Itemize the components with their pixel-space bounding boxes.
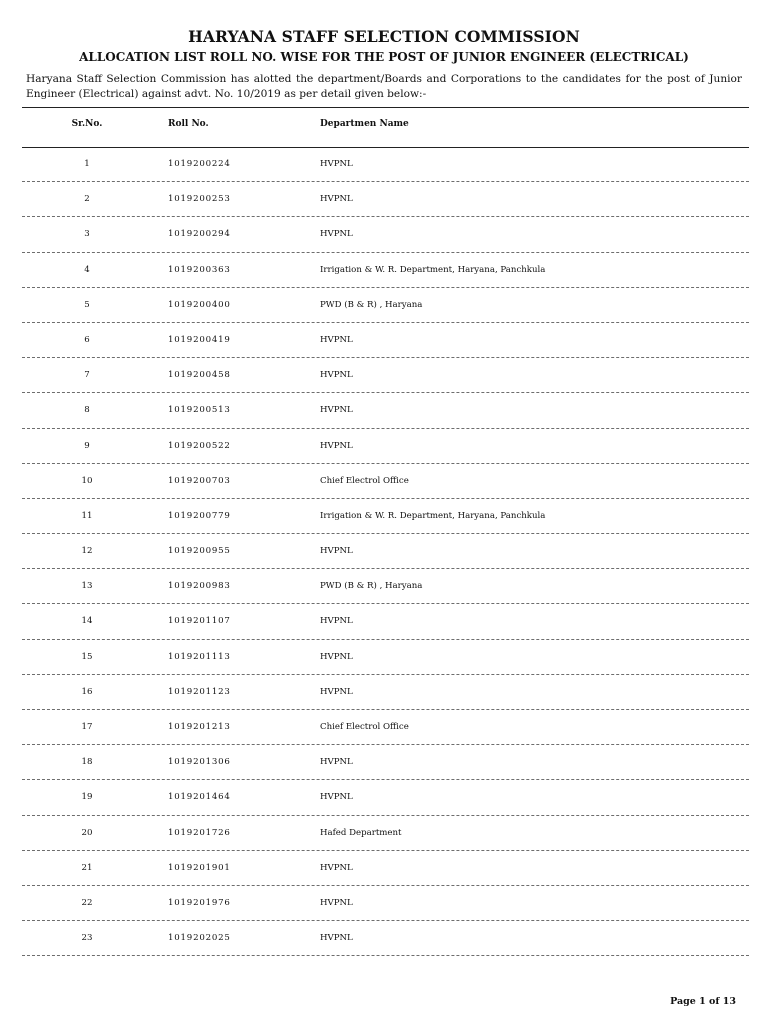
cell-roll-no: 1019200294: [168, 229, 231, 240]
cell-department: HVPNL: [320, 933, 353, 944]
cell-sr-no: 4: [84, 264, 90, 275]
cell-department: HVPNL: [320, 229, 353, 240]
cell-sr-no: 13: [81, 581, 93, 592]
cell-roll-no: 1019201464: [168, 792, 231, 803]
table-row: [22, 851, 749, 886]
intro-paragraph: Haryana Staff Selection Commission has alotted the department/Boards and Corporations to the candidates for the post of Junior Engineer (Electrical) against advt. No. 10/2019 as per detail given below:-: [26, 73, 742, 100]
document-subtitle: ALLOCATION LIST ROLL NO. WISE FOR THE POST OF JUNIOR ENGINEER (ELECTRICAL): [79, 50, 689, 64]
table-row: [22, 886, 749, 921]
cell-department: Hafed Department: [320, 827, 402, 838]
cell-roll-no: 1019201306: [168, 757, 231, 768]
cell-department: Irrigation & W. R. Department, Haryana, Panchkula: [320, 264, 546, 275]
cell-department: Irrigation & W. R. Department, Haryana, Panchkula: [320, 510, 546, 521]
cell-roll-no: 1019200779: [168, 510, 231, 521]
cell-sr-no: 1: [84, 159, 90, 169]
cell-roll-no: 1019200513: [168, 405, 231, 416]
table-row: [22, 921, 749, 956]
table-row: [22, 464, 749, 499]
cell-department: HVPNL: [320, 440, 353, 451]
allocation-table-body: [22, 147, 749, 956]
cell-roll-no: 1019200253: [168, 194, 231, 205]
table-row: [22, 393, 749, 428]
cell-sr-no: 8: [84, 405, 90, 416]
cell-sr-no: 14: [81, 616, 93, 627]
table-row: [22, 358, 749, 393]
table-row: [22, 217, 749, 252]
cell-sr-no: 15: [81, 651, 93, 662]
cell-roll-no: 1019201123: [168, 686, 231, 697]
table-row: [22, 429, 749, 464]
cell-department: HVPNL: [320, 757, 353, 768]
table-header-row: [22, 119, 749, 135]
cell-roll-no: 1019201901: [168, 862, 231, 873]
cell-roll-no: 1019200522: [168, 440, 231, 451]
cell-department: Chief Electrol Office: [320, 722, 409, 732]
cell-department: HVPNL: [320, 651, 353, 662]
cell-department: HVPNL: [320, 334, 353, 345]
cell-roll-no: 1019200363: [168, 264, 231, 275]
cell-department: PWD (B & R) , Haryana: [320, 581, 423, 592]
cell-department: HVPNL: [320, 405, 353, 416]
cell-roll-no: 1019201726: [168, 827, 231, 838]
cell-sr-no: 17: [81, 722, 93, 732]
cell-roll-no: 1019200224: [168, 159, 231, 169]
cell-roll-no: 1019200458: [168, 370, 231, 381]
table-row: [22, 816, 749, 851]
cell-roll-no: 1019200955: [168, 546, 231, 557]
document-title: HARYANA STAFF SELECTION COMMISSION: [188, 27, 580, 46]
cell-sr-no: 18: [81, 757, 93, 768]
cell-department: HVPNL: [320, 370, 353, 381]
cell-roll-no: 1019201113: [168, 651, 231, 662]
cell-roll-no: 1019200419: [168, 334, 231, 345]
cell-department: HVPNL: [320, 686, 353, 697]
table-row: [22, 147, 749, 182]
table-row: [22, 182, 749, 217]
cell-sr-no: 22: [81, 897, 93, 908]
cell-department: Chief Electrol Office: [320, 475, 409, 486]
cell-sr-no: 19: [81, 792, 93, 803]
table-row: [22, 675, 749, 710]
cell-roll-no: 1019201107: [168, 616, 231, 627]
cell-roll-no: 1019200983: [168, 581, 231, 592]
cell-sr-no: 9: [84, 440, 90, 451]
table-top-rule: [22, 107, 749, 108]
column-header-sr-no: Sr.No.: [71, 119, 103, 129]
cell-roll-no: 1019200703: [168, 475, 231, 486]
cell-department: PWD (B & R) , Haryana: [320, 299, 423, 310]
table-row: [22, 745, 749, 780]
page-number: Page 1 of 13: [670, 996, 736, 1007]
cell-sr-no: 12: [81, 546, 93, 557]
cell-department: HVPNL: [320, 792, 353, 803]
cell-sr-no: 10: [81, 475, 93, 486]
cell-sr-no: 21: [81, 862, 93, 873]
cell-roll-no: 1019202025: [168, 933, 231, 944]
table-row: [22, 569, 749, 604]
cell-sr-no: 5: [84, 299, 90, 310]
cell-sr-no: 3: [84, 229, 90, 240]
cell-sr-no: 23: [81, 933, 93, 944]
cell-sr-no: 7: [84, 370, 90, 381]
cell-department: HVPNL: [320, 616, 353, 627]
cell-roll-no: 1019200400: [168, 299, 231, 310]
cell-sr-no: 6: [84, 334, 90, 345]
cell-sr-no: 20: [81, 827, 93, 838]
cell-sr-no: 2: [84, 194, 90, 205]
cell-sr-no: 16: [81, 686, 93, 697]
table-row: [22, 253, 749, 288]
table-row: [22, 640, 749, 675]
cell-roll-no: 1019201213: [168, 722, 231, 732]
table-row: [22, 780, 749, 815]
cell-department: HVPNL: [320, 159, 353, 169]
table-row: [22, 710, 749, 745]
cell-roll-no: 1019201976: [168, 897, 231, 908]
column-header-roll-no: Roll No.: [168, 119, 209, 129]
table-row: [22, 604, 749, 639]
column-header-department: Departmen Name: [320, 119, 409, 129]
table-row: [22, 288, 749, 323]
cell-department: HVPNL: [320, 546, 353, 557]
cell-department: HVPNL: [320, 897, 353, 908]
table-row: [22, 499, 749, 534]
table-row: [22, 534, 749, 569]
cell-department: HVPNL: [320, 194, 353, 205]
cell-sr-no: 11: [81, 510, 93, 521]
cell-department: HVPNL: [320, 862, 353, 873]
table-row: [22, 323, 749, 358]
